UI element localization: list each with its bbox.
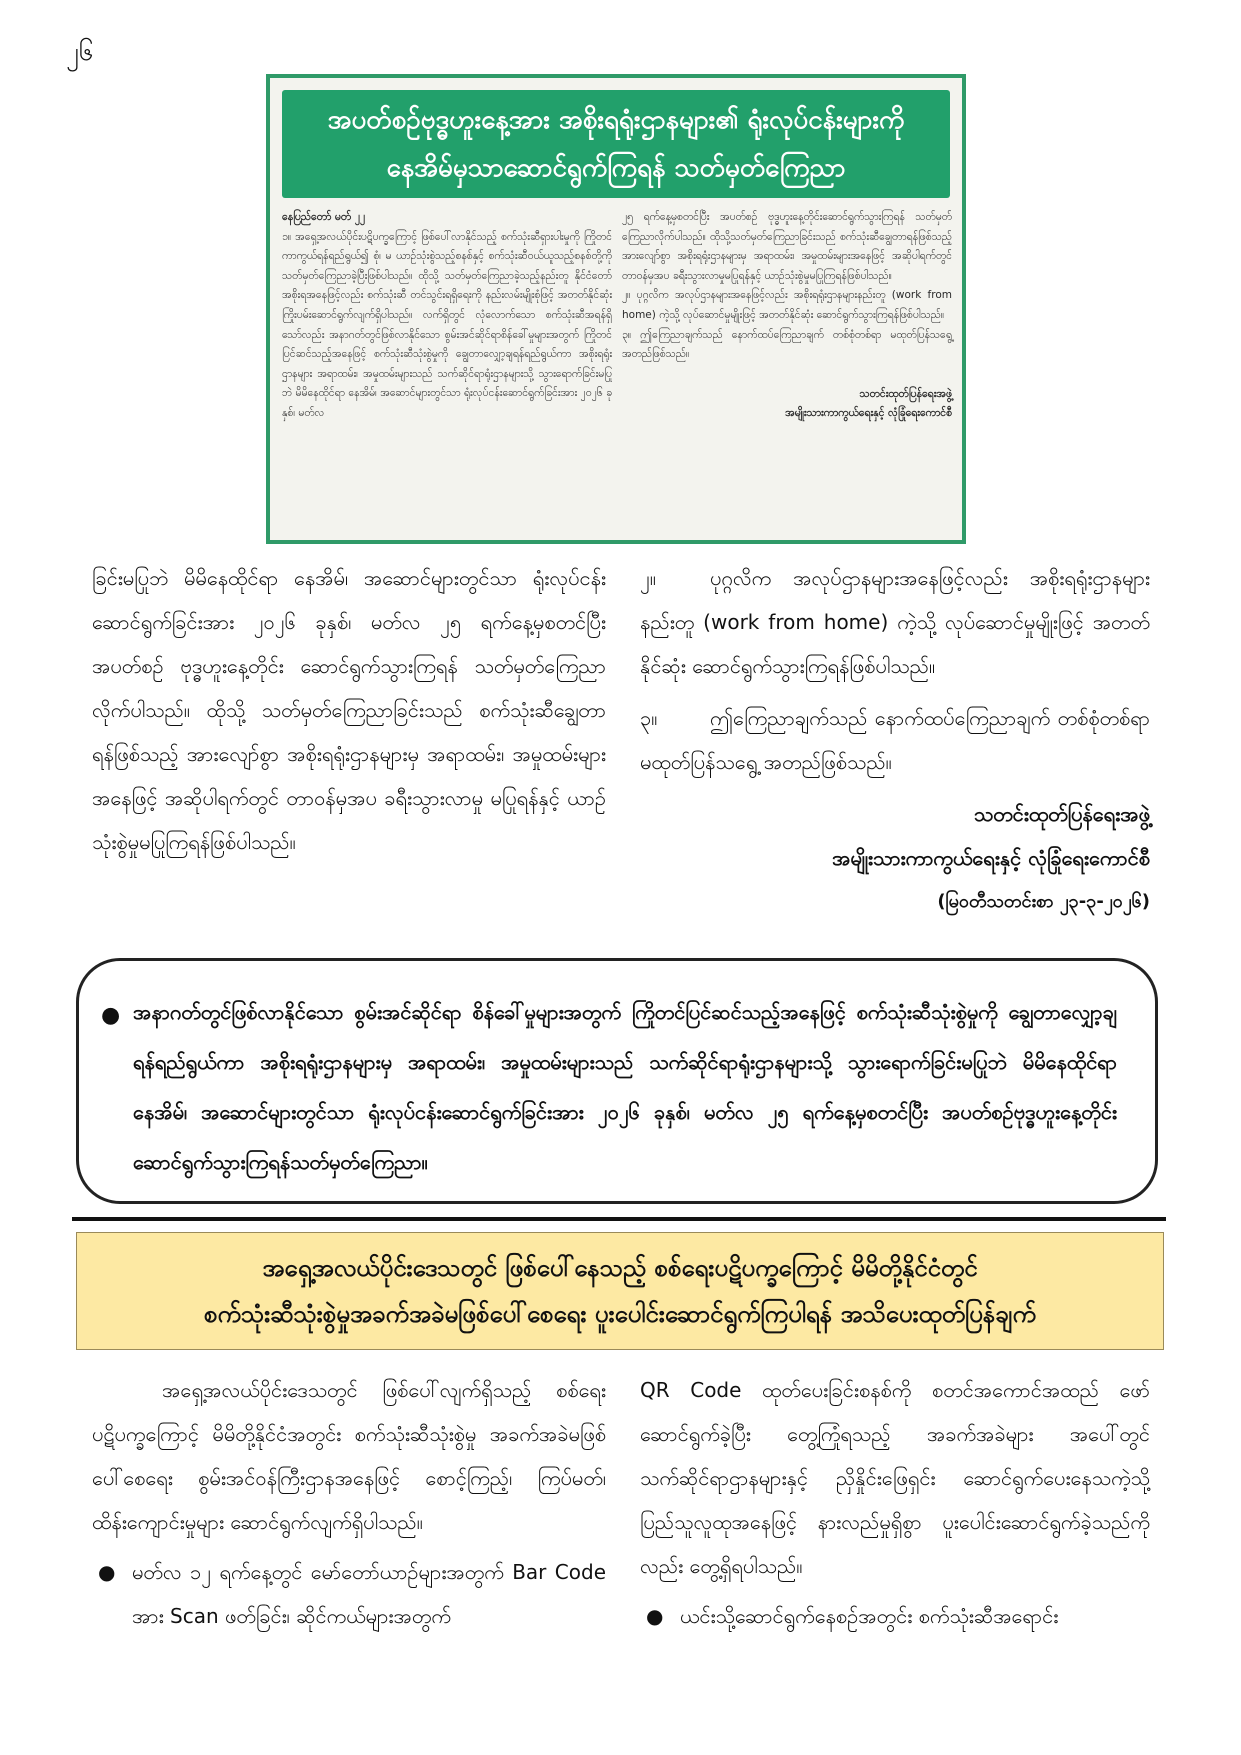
summary-text: အနာဂတ်တွင်ဖြစ်လာနိုင်သော စွမ်းအင်ဆိုင်ရာ စိန်ခေါ်မှုများအတွက် ကြိုတင်ပြင်ဆင်သည့်အနေဖြင့် စက်သုံးဆီသုံးစွဲမှုကို ချွေတာလျှော့ချရန်ရည်ရွယ်ကာ အစိုးရရုံးဌာနများမှ အရာထမ်း၊ အမှုထမ်းများသည် သက်ဆိုင်ရာရုံးဌာနများသို့ သွားရောက်ခြင်းမပြုဘဲ မိမိနေထိုင်ရာ နေအိမ်၊ အဆောင်များတွင်သာ ရုံးလုပ်ငန်းဆောင်ရွက်ခြင်းအား ၂၀၂၆ ခုနှစ်၊ မတ်လ ၂၅ ရက်နေ့မှစတင်ပြီး အပတ်စဉ်ဗုဒ္ဓဟူးနေ့တိုင်း ဆောင်ရွက်သွားကြရန်သတ်မှတ်ကြေညာ။ [133, 1000, 1117, 1174]
clipping-left-text: ၁။ အရှေ့အလယ်ပိုင်းပဋိပက္ခကြောင့် ဖြစ်ပေါ်လာနိုင်သည့် စက်သုံးဆီရှားပါးမှုကို ကြိုတင်ကာကွယ်ရန်ရည်ရွယ်၍ စုံ၊ မ ယာဉ်သုံးစွဲသည့်စနစ်နှင့် စက်သုံးဆီဝယ်ယူသည့်စနစ်တို့ကို သတ်မှတ်ကြေညာခဲ့ပြီးဖြစ်ပါသည်။ ထိုသို့ သတ်မှတ်ကြေညာခဲ့သည့်နည်းတူ နိုင်ငံတော်အစိုးရအနေဖြင့်လည်း စက်သုံးဆီ တင်သွင်းရရှိရေးကို နည်းလမ်းမျိုးစုံဖြင့် အတတ်နိုင်ဆုံး ကြိုးပမ်းဆောင်ရွက်လျက်ရှိပါသည်။ လက်ရှိတွင် လုံလောက်သော စက်သုံးဆီအရန်ရှိသော်လည်း အနာဂတ်တွင်ဖြစ်လာနိုင်သော စွမ်းအင်ဆိုင်ရာစိန်ခေါ်မှုများအတွက် ကြိုတင်ပြင်ဆင်သည့်အနေဖြင့် စက်သုံးဆီသုံးစွဲမှုကို ချွေတာလျှော့ချရန်ရည်ရွယ်ကာ အစိုးရရုံးဌာနများ အရာထမ်း၊ အမှုထမ်းများသည် သက်ဆိုင်ရာရုံးဌာနများသို့ သွားရောက်ခြင်းမပြုဘဲ မိမိနေထိုင်ရာ နေအိမ်၊ အဆောင်များတွင်သာ ရုံးလုပ်ငန်းဆောင်ရွက်ခြင်းအား ၂၀၂၆ ခုနှစ်၊ မတ်လ [282, 230, 612, 419]
clipping-headline-line1: အပတ်စဉ်ဗုဒ္ဓဟူးနေ့အား အစိုးရရုံးဌာနများ၏ ရုံးလုပ်ငန်းများကို [327, 105, 905, 135]
section-2-right-bullet-text: ယင်းသို့ဆောင်ရွက်နေစဉ်အတွင်း စက်သုံးဆီအရောင်း [680, 1604, 1059, 1628]
clipping-signature-1: သတင်းထုတ်ပြန်ရေးအဖွဲ့ [859, 387, 952, 400]
clipping-right-text-3: ၃။ ဤကြေညာချက်သည် နောက်ထပ်ကြေညာချက် တစ်စုံတစ်ရာ မထုတ်ပြန်သရွေ့ အတည်ဖြစ်သည်။ [622, 328, 952, 361]
body-right-column [640, 556, 1150, 924]
body-left-column [92, 556, 606, 872]
section-2-left-bullet-text: မတ်လ ၁၂ ရက်နေ့တွင် မော်တော်ယာဉ်များအတွက် Bar Code အား Scan ဖတ်ခြင်း၊ ဆိုင်ကယ်များအတွက် [132, 1560, 606, 1628]
section-divider [72, 1217, 1166, 1221]
clipping-left-column [282, 208, 612, 424]
body-item-2 [640, 556, 1150, 688]
item-2-number: ၂။ [640, 566, 656, 590]
bullet-icon: ● [646, 1604, 664, 1628]
item-3-text: ဤကြေညာချက်သည် နောက်ထပ်ကြေညာချက် တစ်စုံတစ်ရာ မထုတ်ပြန်သရွေ့ အတည်ဖြစ်သည်။ [640, 706, 1150, 774]
source-citation: (မြဝတီသတင်းစာ ၂၃-၃-၂၀၂၆) [937, 891, 1150, 912]
body-signature-2: အမျိုးသားကာကွယ်ရေးနှင့် လုံခြုံရေးကောင်စီ [832, 846, 1150, 870]
page-number: ၂၆ [66, 37, 94, 67]
clipping-right-text-2: ၂။ ပုဂ္ဂလိက အလုပ်ဌာနများအနေဖြင့်လည်း အစိုးရရုံးဌာနများနည်းတူ (work from home) ကဲ့သို့ လုပ်ဆောင်မှုမျိုးဖြင့် အတတ်နိုင်ဆုံး ဆောင်ရွက်သွားကြရန်ဖြစ်ပါသည်။ [622, 289, 952, 321]
clipping-right-column [622, 208, 952, 424]
section-2-right-bullet [640, 1594, 1150, 1638]
clipping-dateline: နေပြည်တော် မတ် ၂၂ [282, 211, 366, 223]
body-item-3 [640, 696, 1150, 784]
item-2-text: ပုဂ္ဂလိက အလုပ်ဌာနများအနေဖြင့်လည်း အစိုးရရုံးဌာနများနည်းတူ (work from home) ကဲ့သို့ လုပ်ဆောင်မှုမျိုးဖြင့် အတတ်နိုင်ဆုံး ဆောင်ရွက်သွားကြရန်ဖြစ်ပါသည်။ [640, 566, 1150, 678]
newspaper-clipping [266, 74, 966, 544]
section-2-right-paragraph: QR Code ထုတ်ပေးခြင်းစနစ်ကို စတင်အကောင်အထည် ဖော်ဆောင်ရွက်ခဲ့ပြီး တွေ့ကြုံရသည့် အခက်အခဲများ အပေါ်တွင် သက်ဆိုင်ရာဌာနများနှင့် ညှိနှိုင်းဖြေရှင်း ဆောင်ရွက်ပေးနေသကဲ့သို့ ပြည်သူလူထုအနေဖြင့် နားလည်မှုရှိစွာ ပူးပေါင်းဆောင်ရွက်ခဲ့သည်ကိုလည်း တွေ့ရှိရပါသည်။ [640, 1378, 1150, 1578]
summary-box [76, 958, 1158, 1204]
bullet-icon: ● [98, 1560, 116, 1584]
section-2-title-banner [76, 1232, 1164, 1350]
clipping-signature-2: အမျိုးသားကာကွယ်ရေးနှင့် လုံခြုံရေးကောင်စီ [785, 407, 952, 420]
clipping-right-text: ၂၅ ရက်နေ့မှစတင်ပြီး အပတ်စဉ် ဗုဒ္ဓဟူးနေ့တိုင်းဆောင်ရွက်သွားကြရန် သတ်မှတ်ကြေညာလိုက်ပါသည်။ ထိုသို့သတ်မှတ်ကြေညာခြင်းသည် စက်သုံးဆီချွေတာရန်ဖြစ်သည့်အားလျော်စွာ အစိုးရရုံးဌာနများမှ အရာထမ်း၊ အမှုထမ်းများအနေဖြင့် အဆိုပါရက်တွင် တာဝန်မှအပ ခရီးသွားလာမှုမပြုရန်နှင့် ယာဉ်သုံးစွဲမှုမပြုကြရန်ဖြစ်ပါသည်။ [622, 211, 952, 282]
item-3-number: ၃။ [640, 706, 658, 730]
section-2-left-paragraph: အရှေ့အလယ်ပိုင်းဒေသတွင် ဖြစ်ပေါ်လျက်ရှိသည့် စစ်ရေးပဋိပက္ခကြောင့် မိမိတို့နိုင်ငံအတွင်း စက်သုံးဆီသုံးစွဲမှု အခက်အခဲမဖြစ်ပေါ်စေရေး စွမ်းအင်ဝန်ကြီးဌာနအနေဖြင့် စောင့်ကြည့်၊ ကြပ်မတ်၊ ထိန်းကျောင်းမှုများ ဆောင်ရွက်လျက်ရှိပါသည်။ [92, 1378, 606, 1534]
section-2-right-column [640, 1368, 1150, 1638]
clipping-headline [282, 90, 950, 198]
section-2-title-line2: စက်သုံးဆီသုံးစွဲမှုအခက်အခဲမဖြစ်ပေါ်စေရေး ပူးပေါင်းဆောင်ရွက်ကြပါရန် အသိပေးထုတ်ပြန်ချက် [203, 1300, 1037, 1328]
section-2-title-line1: အရှေ့အလယ်ပိုင်းဒေသတွင် ဖြစ်ပေါ်နေသည့် စစ်ရေးပဋိပက္ခကြောင့် မိမိတို့နိုင်ငံတွင် [262, 1254, 978, 1282]
section-2-left-column [92, 1368, 606, 1638]
section-2-left-bullet [92, 1550, 606, 1638]
body-signature-1: သတင်းထုတ်ပြန်ရေးအဖွဲ့ [973, 802, 1150, 826]
summary-bullet-icon: ● [101, 1003, 121, 1028]
body-left-paragraph: ခြင်းမပြုဘဲ မိမိနေထိုင်ရာ နေအိမ်၊ အဆောင်များတွင်သာ ရုံးလုပ်ငန်းဆောင်ရွက်ခြင်းအား ၂၀၂၆ ခုနှစ်၊ မတ်လ ၂၅ ရက်နေ့မှစတင်ပြီး အပတ်စဉ် ဗုဒ္ဓဟူးနေ့တိုင်း ဆောင်ရွက်သွားကြရန် သတ်မှတ်ကြေညာလိုက်ပါသည်။ ထိုသို့ သတ်မှတ်ကြေညာခြင်းသည် စက်သုံးဆီချွေတာရန်ဖြစ်သည့် အားလျော်စွာ အစိုးရရုံးဌာနများမှ အရာထမ်း၊ အမှုထမ်းများ အနေဖြင့် အဆိုပါရက်တွင် တာဝန်မှအပ ခရီးသွားလာမှု မပြုရန်နှင့် ယာဉ်သုံးစွဲမှုမပြုကြရန်ဖြစ်ပါသည်။ [92, 566, 606, 854]
clipping-headline-line2: နေအိမ်မှသာဆောင်ရွက်ကြရန် သတ်မှတ်ကြေညာ [386, 153, 846, 183]
